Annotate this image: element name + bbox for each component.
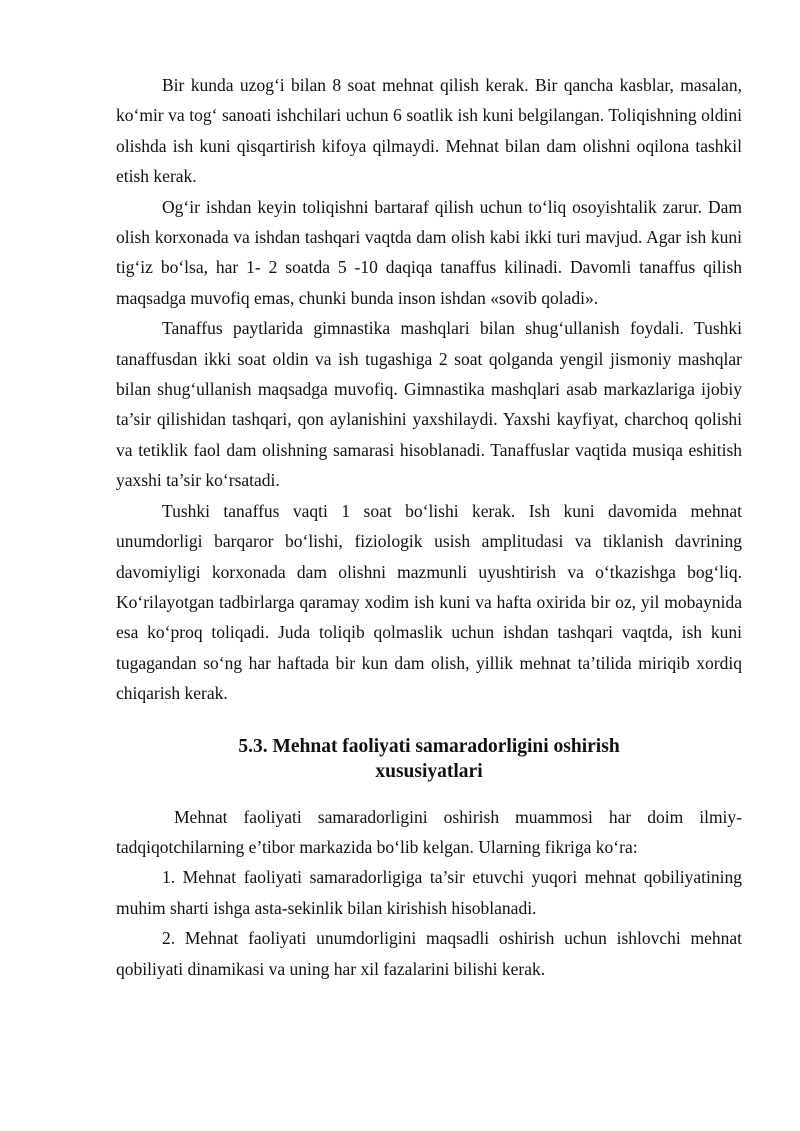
- section-heading: [116, 734, 742, 784]
- paragraph-intro: Mehnat faoliyati samaradorligini oshirish muammosi har doim ilmiy-tadqiqotchilarning e’tibor markazida bo‘lib kelgan. Ularning fikriga ko‘ra:: [116, 806, 742, 857]
- list-item-1: 1. Mehnat faoliyati samaradorligiga ta’sir etuvchi yuqori mehnat qobiliyatining muhim sharti ishga asta-sekinlik bilan kirishish hisoblanadi.: [116, 867, 742, 918]
- document-page: [116, 70, 742, 984]
- list-item-2: 2. Mehnat faoliyati unumdorligini maqsadli oshirish uchun ishlovchi mehnat qobiliyati dinamikasi va uning har xil fazalarini bilishi kerak.: [116, 928, 742, 979]
- paragraph-gymnastics: Tanaffus paytlarida gimnastika mashqlari bilan shug‘ullanish foydali. Tushki tanaffusdan ikki soat oldin va ish tugashiga 2 soat qolganda yengil jismoniy mashqlar bilan shug‘ullanish maqsadga muvofiq. Gimnastika mashqlari asab markazlariga ijobiy ta’sir qilishidan tashqari, qon aylanishini yaxshilaydi. Yaxshi kayfiyat, charchoq qolishi va tetiklik faol dam olishning samarasi hisoblanadi. Tanaffuslar vaqtida musiqa eshitish yaxshi ta’sir ko‘rsatadi.: [116, 318, 742, 491]
- paragraph-rest-types: Og‘ir ishdan keyin toliqishni bartaraf qilish uchun to‘liq osoyishtalik zarur. Dam olish korxonada va ishdan tashqari vaqtda dam olish kabi ikki turi mavjud. Agar ish kuni tig‘iz bo‘lsa, har 1- 2 soatda 5 -10 daqiqa tanaffus kilinadi. Davomli tanaffus qilish maqsadga muvofiq emas, chunki bunda inson ishdan «sovib qoladi».: [116, 196, 742, 308]
- section-heading-line-1: 5.3. Mehnat faoliyati samaradorligini oshirish: [238, 735, 620, 757]
- paragraph-lunch-break: Tushki tanaffus vaqti 1 soat bo‘lishi kerak. Ish kuni davomida mehnat unumdorligi barqaror bo‘lishi, fiziologik usish amplitudasi va tiklanish davrining davomiyligi korxonada dam olishni mazmunli uyushtirish va o‘tkazishga bog‘liq. Ko‘rilayotgan tadbirlarga qaramay xodim ish kuni va hafta oxirida bir oz, yil mobaynida esa ko‘proq toliqadi. Juda toliqib qolmaslik uchun ishdan tashqari vaqtda, ish kuni tugagandan so‘ng har haftada bir kun dam olish, yillik mehnat ta’tilida miriqib xordiq chiqarish kerak.: [116, 500, 742, 704]
- section-heading-line-2: xususiyatlari: [375, 760, 483, 782]
- paragraph-work-hours: Bir kunda uzog‘i bilan 8 soat mehnat qilish kerak. Bir qancha kasblar, masalan, ko‘mir va tog‘ sanoati ishchilari uchun 6 soatlik ish kuni belgilangan. Toliqishning oldini olishda ish kuni qisqartirish kifoya qilmaydi. Mehnat bilan dam olishni oqilona tashkil etish kerak.: [116, 75, 742, 187]
